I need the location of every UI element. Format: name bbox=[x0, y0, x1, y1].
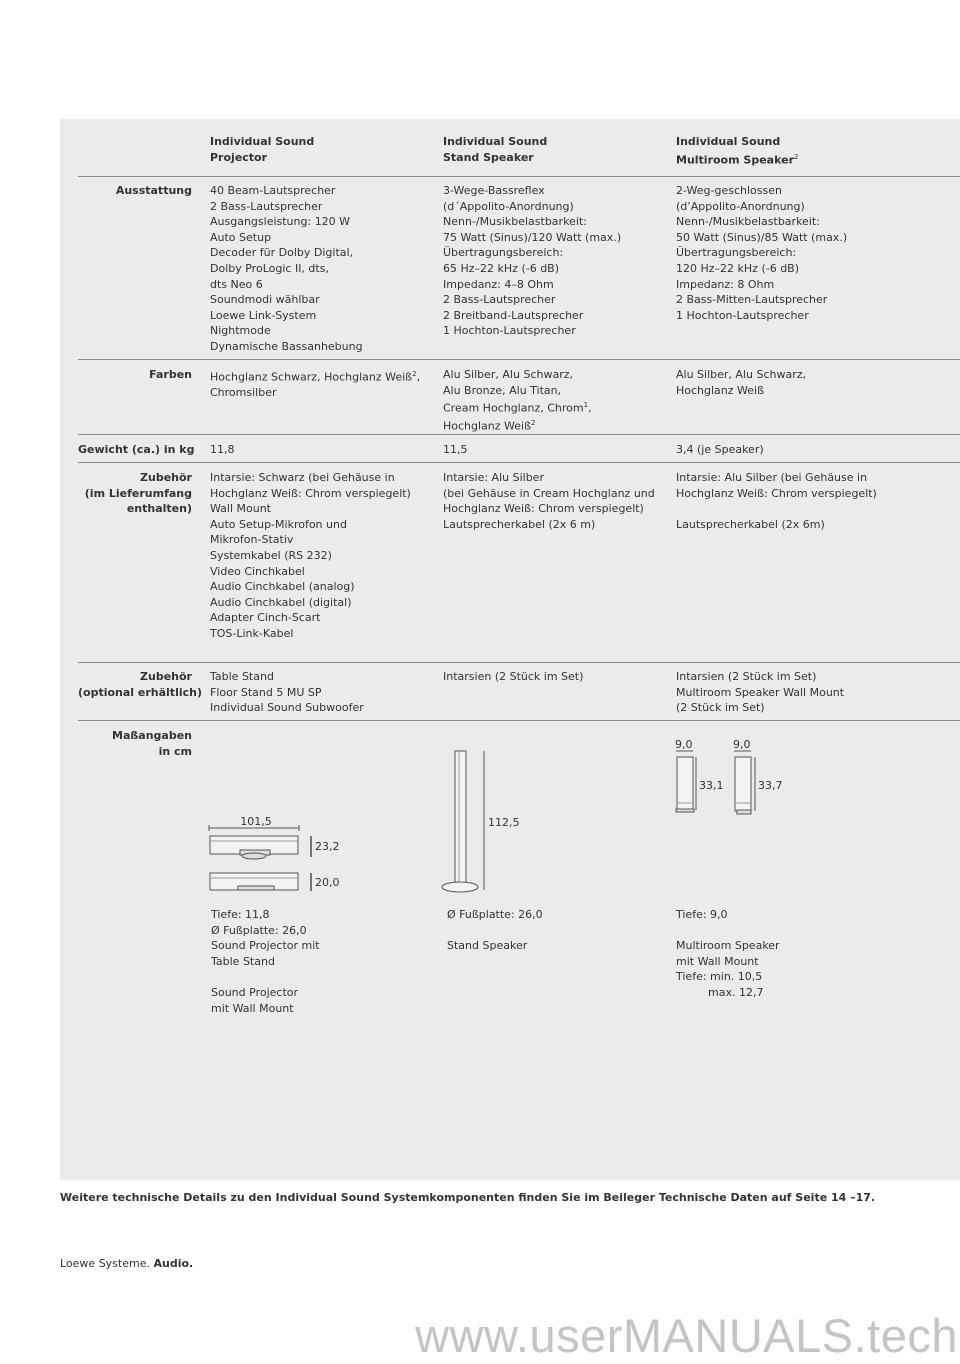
text-line: Zubehör bbox=[140, 471, 192, 484]
text-line: Intarsie: Alu Silber bbox=[443, 471, 544, 484]
text-line: (d´Appolito-Anordnung) bbox=[443, 199, 574, 213]
text-line: 1 Hochton-Lautsprecher bbox=[443, 324, 576, 338]
text-line: 50 Watt (Sinus)/85 Watt (max.) bbox=[676, 230, 848, 244]
text-line: Decoder für Dolby Digital, bbox=[210, 246, 354, 260]
text-line: Multiroom Speaker Wall Mount bbox=[676, 685, 845, 699]
brand-line: Loewe Systeme. Audio. bbox=[60, 1257, 194, 1270]
text-line: (im Lieferumfang bbox=[84, 486, 192, 500]
text-line: 40 Beam-Lautsprecher bbox=[210, 184, 336, 197]
text-line: Hochglanz Weiß: Chrom verspiegelt) bbox=[210, 486, 411, 500]
masse-multiroom-b bbox=[676, 938, 780, 985]
text-line: 3-Wege-Bassreflex bbox=[443, 184, 545, 197]
text-line: Stand Speaker bbox=[447, 939, 528, 952]
text-line: (optional erhältlich) bbox=[78, 685, 202, 699]
text-line: in cm bbox=[158, 744, 192, 758]
text-line: Wall Mount bbox=[210, 502, 271, 516]
masse-stand-speaker-b bbox=[447, 938, 527, 954]
text-line: Übertragungsbereich: bbox=[443, 246, 564, 260]
text-line: 2 Breitband-Lautsprecher bbox=[443, 308, 584, 322]
text-line: Nightmode bbox=[210, 324, 271, 338]
multiroom-height-label-2: 33,7 bbox=[758, 779, 783, 792]
text-line: Ausgangsleistung: 120 W bbox=[210, 215, 351, 229]
text-line: enthalten) bbox=[126, 502, 192, 516]
text-line: Dolby ProLogic II, dts, bbox=[210, 261, 329, 275]
text-line: Übertragungsbereich: bbox=[676, 246, 797, 260]
text-line: Floor Stand 5 MU SP bbox=[210, 685, 322, 699]
text-line: 65 Hz–22 kHz (-6 dB) bbox=[443, 261, 560, 275]
text-line: (bei Gehäuse in Cream Hochglanz und bbox=[443, 486, 655, 500]
stand-speaker-height-label: 112,5 bbox=[488, 816, 520, 829]
footnote: Weitere technische Details zu den Individual Sound Systemkomponenten finden Sie im Beileger Technische Daten auf Seite 14 –17. bbox=[60, 1191, 876, 1204]
text-line: Tiefe: 11,8 bbox=[211, 908, 270, 921]
text-line: 2-Weg-geschlossen bbox=[676, 184, 782, 197]
text-line: Hochglanz Weiß: Chrom verspiegelt) bbox=[676, 486, 877, 500]
multiroom-width-label-2: 9,0 bbox=[733, 738, 751, 751]
projector-table-stand-drawing bbox=[210, 836, 298, 859]
text-line: 75 Watt (Sinus)/120 Watt (max.) bbox=[443, 230, 622, 244]
text-line: Multiroom Speaker bbox=[676, 939, 780, 952]
text-line: mit Wall Mount bbox=[676, 954, 759, 968]
text-line: 2 Bass-Lautsprecher bbox=[443, 293, 556, 307]
gewicht-multiroom: 3,4 (je Speaker) bbox=[676, 443, 764, 456]
text-line: Intarsien (2 Stück im Set) bbox=[676, 670, 817, 683]
text-line: mit Wall Mount bbox=[211, 1001, 294, 1015]
text-line: (2 Stück im Set) bbox=[676, 701, 765, 715]
multiroom-height-label-1: 33,1 bbox=[699, 779, 724, 792]
text-line: Intarsien (2 Stück im Set) bbox=[443, 670, 584, 683]
text-line: Alu Silber, Alu Schwarz, bbox=[676, 368, 806, 381]
multiroom-speaker-drawing-1 bbox=[676, 757, 694, 812]
masse-multiroom-c: max. 12,7 bbox=[708, 986, 764, 999]
watermark: www.userMANUALS.tech bbox=[415, 1309, 958, 1362]
text-line: Hochglanz Weiß: Chrom verspiegelt) bbox=[443, 502, 644, 516]
masse-stand-speaker-a bbox=[447, 907, 543, 923]
masse-projector-a bbox=[211, 907, 320, 969]
text-line: Lautsprecherkabel (2x 6 m) bbox=[443, 517, 596, 531]
text-line: Tiefe: 9,0 bbox=[676, 908, 728, 921]
text-line: (d’Appolito-Anordnung) bbox=[676, 199, 805, 213]
projector-height-label-1: 23,2 bbox=[315, 840, 340, 853]
text-line: Ø Fußplatte: 26,0 bbox=[211, 923, 307, 937]
text-line: Systemkabel (RS 232) bbox=[210, 548, 332, 562]
text-line: 120 Hz–22 kHz (-6 dB) bbox=[676, 261, 800, 275]
text-line: Nenn-/Musikbelastbarkeit: bbox=[443, 215, 587, 229]
text-line: Maßangaben bbox=[112, 729, 192, 742]
text-line: Lautsprecherkabel (2x 6m) bbox=[676, 518, 825, 531]
text-line: 2 Bass-Mitten-Lautsprecher bbox=[676, 293, 828, 307]
text-line: Mikrofon-Stativ bbox=[210, 533, 294, 547]
text-line: Intarsie: Alu Silber (bei Gehäuse in bbox=[676, 471, 868, 484]
farben-stand-speaker: Alu Silber, Alu Schwarz, Alu Bronze, Alu Titan, Cream Hochglanz, Chrom$^1$, Hochglanz Weiß$^2$ bbox=[443, 368, 592, 434]
text-line: Ø Fußplatte: 26,0 bbox=[447, 908, 543, 921]
stand-speaker-drawing bbox=[442, 751, 478, 892]
text-line: Table Stand bbox=[210, 670, 274, 683]
farben-projector: Hochglanz Schwarz, Hochglanz Weiß$^2$, Chromsilber bbox=[210, 370, 421, 400]
multiroom-width-label-1: 9,0 bbox=[675, 738, 693, 751]
text-line: Auto Setup bbox=[210, 230, 272, 244]
text-line: Hochglanz Weiß bbox=[676, 383, 765, 397]
masse-multiroom-a bbox=[676, 907, 728, 923]
projector-width-label: 101,5 bbox=[240, 815, 272, 828]
text-line: Auto Setup-Mikrofon und bbox=[210, 517, 347, 531]
text-line: Impedanz: 8 Ohm bbox=[676, 277, 775, 291]
column-header-projector: Individual Sound Projector bbox=[210, 135, 315, 164]
column-header-multiroom-speaker: Individual Sound Multiroom Speaker$^2$ bbox=[676, 135, 799, 167]
text-line: Sound Projector mit bbox=[211, 939, 320, 953]
projector-wall-mount-drawing bbox=[210, 873, 298, 890]
text-line: 2 Bass-Lautsprecher bbox=[210, 199, 323, 213]
text-line: Audio Cinchkabel (analog) bbox=[210, 580, 355, 594]
text-line: Loewe Link-System bbox=[210, 308, 317, 322]
multiroom-speaker-drawing-2 bbox=[735, 757, 751, 814]
text-line: Zubehör bbox=[140, 670, 192, 683]
text-line: Gewicht (ca.) in kg bbox=[78, 443, 195, 456]
text-line: Impedanz: 4–8 Ohm bbox=[443, 277, 554, 291]
text-line: TOS-Link-Kabel bbox=[210, 626, 294, 640]
text-line: Audio Cinchkabel (digital) bbox=[210, 595, 352, 609]
text-line: dts Neo 6 bbox=[210, 277, 263, 291]
text-line: Nenn-/Musikbelastbarkeit: bbox=[676, 215, 820, 229]
text-line: Intarsie: Schwarz (bei Gehäuse in bbox=[210, 471, 395, 484]
column-header-stand-speaker: Individual Sound Stand Speaker bbox=[443, 135, 548, 164]
text-line: Ausstattung bbox=[115, 184, 192, 197]
text-line: Adapter Cinch-Scart bbox=[210, 611, 321, 625]
text-line: 1 Hochton-Lautsprecher bbox=[676, 308, 809, 322]
text-line: Table Stand bbox=[211, 954, 275, 968]
text-line: Farben bbox=[149, 368, 192, 381]
gewicht-stand-speaker: 11,5 bbox=[443, 443, 468, 456]
text-line: Dynamische Bassanhebung bbox=[210, 339, 363, 353]
text-line: Soundmodi wählbar bbox=[210, 293, 320, 307]
text-line: Sound Projector bbox=[211, 986, 299, 999]
text-line: Tiefe: min. 10,5 bbox=[676, 970, 763, 984]
gewicht-projector: 11,8 bbox=[210, 443, 235, 456]
projector-height-label-2: 20,0 bbox=[315, 876, 340, 889]
text-line: Individual Sound Subwoofer bbox=[210, 701, 364, 715]
masse-projector-b bbox=[211, 985, 298, 1016]
text-line: Video Cinchkabel bbox=[210, 564, 305, 578]
